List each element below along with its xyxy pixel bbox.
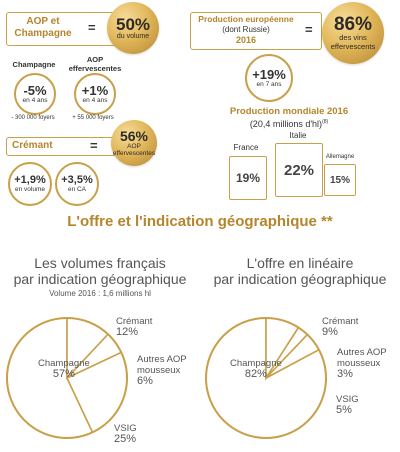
pie1-label-cremant (116, 316, 152, 338)
country-label-allemagne: Allemagne (325, 154, 355, 160)
pie1-subtitle: Volume 2016 : 1,6 millions hl (49, 289, 151, 298)
pie2-title: L'offre en linéaire par indication géographique (213, 255, 387, 287)
champagne-trend-ring (14, 73, 56, 115)
pie1-label-vsig-value: 25% (114, 433, 137, 445)
aop-trend-ring (74, 73, 116, 115)
pie2-label-cremant (322, 316, 358, 338)
country-label-italie: Italie (289, 131, 307, 140)
pie2-label-vsig-value: 5% (336, 404, 352, 416)
world-production-sub (214, 119, 364, 129)
aop-stat-title: AOP effervescentes (68, 55, 122, 73)
cremant-volume-value: +1,9% (14, 173, 46, 186)
cremant-volume-sub: en volume (15, 185, 45, 193)
cremant-share-value: 56% (119, 127, 149, 144)
cremant-share-medal (111, 120, 157, 166)
pie2-label-autres (337, 347, 387, 380)
country-label-france: France (233, 143, 259, 152)
equals-sign: = (88, 20, 96, 35)
europe-equals-sign: = (305, 22, 313, 37)
world-production-volume: (20,4 millions d'hl) (249, 119, 323, 129)
pie2-label-champagne (230, 358, 282, 380)
pie1-title: Les volumes français par indication géographique (13, 255, 187, 287)
pie2-label-vsig (336, 394, 359, 416)
cremant-share-caption: AOP effervescentes (112, 142, 156, 157)
country-share-france: 19% (229, 156, 267, 200)
pie1-label-vsig (114, 423, 137, 445)
european-production-sub: (dont Russie) (222, 25, 270, 34)
section-title: L'offre et l'indication géographique ** (67, 213, 333, 230)
aop-champagne-label: AOP et Champagne (14, 16, 72, 39)
volume-share-medal (107, 2, 159, 54)
world-production-note-ref: (8) (322, 119, 329, 125)
aop-trend-sub: en 4 ans (82, 96, 108, 104)
champagne-trend-sub: en 4 ans (22, 96, 48, 104)
pie2-label-champagne-value: 82% (244, 368, 267, 380)
cremant-equals-sign: = (90, 138, 98, 153)
cremant-ca-ring (55, 162, 99, 206)
pie2-label-autres-name: Autres AOP mousseux (337, 347, 387, 369)
europe-share-caption: des vins effervescents (330, 33, 376, 51)
world-production-title: Production mondiale 2016 (229, 106, 349, 117)
europe-growth-ring (245, 54, 293, 102)
pie2-label-cremant-name: Crémant (322, 316, 359, 327)
champagne-households-note: - 300 000 foyers (11, 115, 55, 121)
europe-share-value: 86% (333, 14, 373, 36)
aop-trend-value: +1% (81, 82, 109, 98)
cremant-volume-ring (8, 162, 52, 206)
pie1-label-autres-value: 6% (137, 375, 153, 387)
volume-share-caption: du volume (116, 32, 150, 40)
champagne-trend-value: -5% (23, 82, 47, 98)
pie2-label-vsig-name: VSIG (336, 394, 359, 405)
cremant-label: Crémant (12, 140, 53, 151)
pie2-label-cremant-value: 9% (322, 326, 338, 338)
volume-share-value: 50% (115, 14, 151, 34)
pie1-label-champagne-name: Champagne (38, 358, 90, 369)
european-production-title: Production européenne (198, 14, 294, 24)
pie2-label-autres-value: 3% (337, 368, 353, 380)
champagne-stat-title: Champagne (12, 60, 56, 69)
pie1-label-cremant-name: Crémant (116, 316, 153, 327)
cremant-ca-sub: en CA (67, 185, 87, 193)
pie1-label-autres-name: Autres AOP mousseux (137, 354, 187, 376)
country-share-italie: 22% (275, 143, 323, 197)
country-share-allemagne: 15% (324, 164, 356, 196)
pie2-label-champagne-name: Champagne (230, 358, 282, 369)
pie1-label-champagne (38, 358, 90, 380)
pie1-label-vsig-name: VSIG (114, 423, 137, 434)
european-production-year: 2016 (235, 35, 257, 45)
pie1-label-cremant-value: 12% (116, 326, 139, 338)
cremant-ca-value: +3,5% (61, 173, 93, 186)
aop-households-note: + 55 000 foyers (72, 115, 114, 121)
pie1-label-champagne-value: 57% (52, 368, 75, 380)
europe-growth-sub: en 7 ans (256, 80, 282, 88)
pie1-label-autres (137, 354, 187, 387)
europe-share-medal (322, 2, 384, 64)
europe-growth-value: +19% (252, 66, 286, 82)
